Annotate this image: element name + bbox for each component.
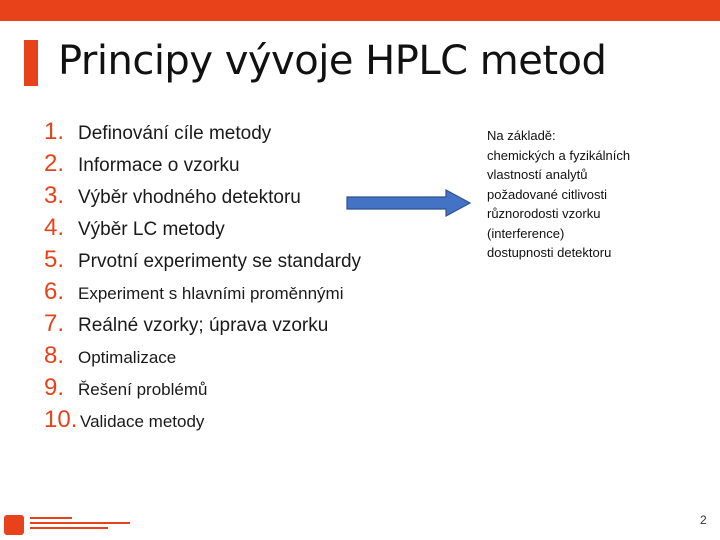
logo-text-lines [30, 517, 135, 532]
note-line: chemických a fyzikálních [487, 147, 631, 163]
list-item [44, 246, 464, 278]
note-line: požadované citlivosti [487, 186, 607, 202]
step-text: Informace o vzorku [78, 155, 240, 176]
slide-title: Principy vývoje HPLC metod [58, 38, 607, 84]
list-item [44, 310, 464, 342]
step-number: 9. [44, 374, 65, 401]
step-text: Experiment s hlavními proměnnými [78, 284, 344, 303]
list-item [44, 374, 464, 406]
note-line: (interference) [487, 225, 565, 241]
title-accent-bar [24, 40, 38, 86]
step-number: 4. [44, 214, 65, 241]
list-item [44, 118, 464, 150]
list-item [44, 214, 464, 246]
list-item [44, 342, 464, 374]
top-accent-bar [0, 0, 720, 21]
page-number: 2 [700, 513, 707, 527]
step-text: Řešení problémů [78, 380, 208, 399]
step-number: 10. [44, 406, 78, 433]
note-box [487, 126, 707, 263]
step-text: Výběr vhodného detektoru [78, 187, 301, 208]
note-line: dostupnosti detektoru [487, 245, 612, 260]
list-item [44, 278, 464, 310]
logo-mark [4, 515, 24, 535]
step-number: 1. [44, 118, 65, 145]
step-number: 7. [44, 310, 65, 337]
step-text: Definování cíle metody [78, 123, 272, 144]
list-item [44, 406, 464, 438]
step-number: 8. [44, 342, 65, 369]
step-text: Výběr LC metody [78, 219, 225, 240]
note-heading: Na základě: [487, 128, 556, 143]
step-text: Reálné vzorky; úprava vzorku [78, 315, 329, 336]
note-line: různorodosti vzorku [487, 206, 601, 221]
right-arrow-icon [346, 188, 472, 218]
step-number: 5. [44, 246, 65, 273]
step-text: Validace metody [80, 412, 205, 431]
step-text: Prvotní experimenty se standardy [78, 251, 362, 272]
note-line: vlastností analytů [487, 167, 588, 182]
steps-list [44, 118, 464, 438]
step-number: 6. [44, 278, 65, 305]
step-text: Optimalizace [78, 348, 177, 367]
step-number: 3. [44, 182, 65, 209]
list-item [44, 150, 464, 182]
university-logo-icon [4, 515, 139, 537]
step-number: 2. [44, 150, 65, 177]
